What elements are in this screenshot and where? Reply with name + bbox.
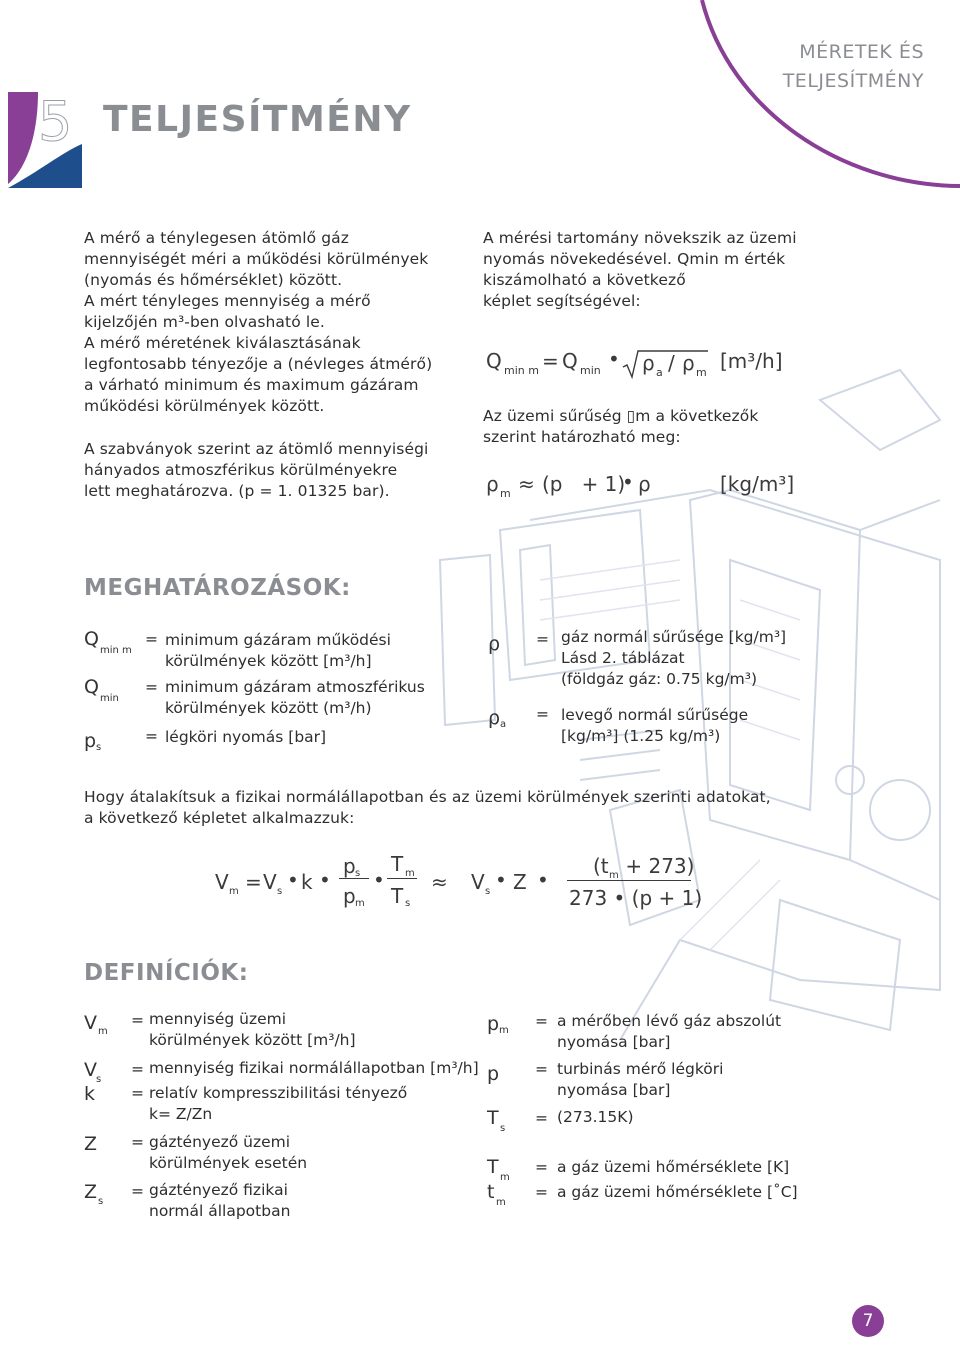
- meghat-sub-ps: s: [96, 742, 102, 753]
- def-sym-ts: T: [487, 1107, 499, 1129]
- conv-frac3-bar: [567, 880, 691, 881]
- def-eq: =: [535, 1109, 548, 1127]
- formula1-unit: [m³/h]: [720, 349, 783, 373]
- conv-eq: =: [245, 870, 262, 894]
- meghat-def-qminm: minimum gázáram működési körülmények között [m³/h]: [165, 631, 391, 670]
- conv-ts: T: [391, 884, 404, 908]
- formula1-eq: =: [542, 349, 559, 373]
- conv-vs2-sub: s: [485, 886, 491, 897]
- section-number-badge: [8, 92, 84, 188]
- def-eq: =: [535, 1183, 548, 1201]
- corner-label-line1: MÉRETEK ÉS: [799, 41, 924, 63]
- def-text-ts: (273.15K): [557, 1108, 634, 1126]
- conv-vm-sub: m: [229, 886, 239, 897]
- def-text-vm: mennyiség üzemi körülmények között [m³/h]: [149, 1010, 356, 1049]
- conv-z: Z: [513, 870, 527, 894]
- def-eq: =: [131, 1133, 144, 1151]
- conv-ps-sub: s: [355, 868, 361, 879]
- meghat-sub-qmin: min: [100, 693, 119, 704]
- intro-right-paragraph-1: A mérési tartomány növekszik az üzemi nyomás növekedésével. Qmin m érték kiszámolható a következő képlet segítségével:: [483, 229, 797, 310]
- formula-qminm: [486, 349, 786, 385]
- conv-tm-sub: m: [405, 868, 415, 879]
- meghat-eq: =: [145, 727, 158, 745]
- formula1-dot: •: [608, 347, 620, 371]
- corner-arc-decoration: [690, 0, 960, 200]
- meghat-def-ps: légköri nyomás [bar]: [165, 728, 327, 746]
- formula1-q: Q: [486, 349, 502, 373]
- formula1-rho-m: ρ: [682, 351, 695, 375]
- def-text-k: relatív kompresszibilitási tényező k= Z/Zn: [149, 1084, 408, 1123]
- conversion-paragraph: Hogy átalakítsuk a fizikai normálállapotban és az üzemi körülmények szerinti adatokat, a következő képletet alkalmazzuk:: [84, 788, 771, 827]
- def-text-zs: gáztényező fizikai normál állapotban: [149, 1181, 291, 1220]
- def-text-z: gáztényező üzemi körülmények esetén: [149, 1133, 308, 1172]
- formula2-dot: •: [622, 470, 634, 494]
- def-sub-ts: s: [500, 1123, 506, 1134]
- def-sym-p: p: [487, 1063, 500, 1085]
- conv-pm: p: [343, 884, 356, 908]
- def-sym-vs: V: [84, 1059, 97, 1081]
- conv-vs-sub: s: [277, 886, 283, 897]
- def-text-pm: a mérőben lévő gáz abszolút nyomása [bar]: [557, 1012, 782, 1051]
- conv-dot3: •: [373, 868, 385, 892]
- def-eq: =: [131, 1182, 144, 1200]
- def-eq: =: [535, 1060, 548, 1078]
- meghat-sym-rhoa: ρ: [488, 707, 501, 729]
- conv-approx: ≈: [431, 870, 448, 894]
- meghat-sym-ps: p: [84, 730, 97, 752]
- meghat-def-rho: gáz normál sűrűsége [kg/m³] Lásd 2. táblázat (földgáz gáz: 0.75 kg/m³): [561, 628, 787, 688]
- def-sym-zs: Z: [84, 1181, 98, 1203]
- intro-left-paragraph-2: A szabványok szerint az átömlő mennyiségi hányados atmoszférikus körülményekre lett meghatározva. (p = 1. 01325 bar).: [84, 440, 429, 500]
- corner-label-line2: TELJESÍTMÉNY: [782, 70, 924, 92]
- conv-dot2: •: [319, 868, 331, 892]
- conv-vs2: V: [471, 870, 485, 894]
- page-number: 7: [862, 1311, 874, 1331]
- def-sub-t: m: [496, 1197, 506, 1208]
- intro-right-paragraph-2: Az üzemi sűrűség ▯m a következők szerint határozható meg:: [483, 407, 759, 446]
- meghat-eq: =: [536, 705, 549, 723]
- def-sub-vs: s: [96, 1074, 102, 1085]
- conv-frac1-bar: [339, 878, 369, 879]
- formula-rhom: [486, 472, 806, 508]
- formula1-rho-m-sub: m: [696, 366, 707, 379]
- corner-section-label: [783, 38, 924, 96]
- def-text-t: a gáz üzemi hőmérséklete [˚C]: [557, 1183, 798, 1201]
- def-sub-pm: m: [499, 1025, 509, 1036]
- meghat-def-rhoa: levegő normál sűrűsége [kg/m³] (1.25 kg/m³): [561, 706, 749, 745]
- conv-num: (t: [593, 854, 609, 878]
- def-sub-vm: m: [98, 1026, 108, 1037]
- def-eq: =: [131, 1084, 144, 1102]
- def-eq: =: [535, 1012, 548, 1030]
- conv-frac2-bar: [387, 878, 417, 879]
- definiciok-heading: DEFINÍCIÓK:: [84, 960, 249, 986]
- page-title: TELJESÍTMÉNY: [103, 99, 412, 140]
- formula2-rho2: ρ: [638, 472, 651, 496]
- formula1-slash: /: [668, 351, 675, 375]
- formula2-rho-sub: m: [500, 487, 511, 500]
- meghat-sub-rhoa: a: [500, 719, 507, 730]
- formula1-q2-sub: min: [580, 364, 601, 377]
- def-sub-tm: m: [500, 1172, 510, 1183]
- intro-left-paragraph-1: A mérő a ténylegesen átömlő gáz mennyiségét méri a működési körülmények (nyomás és hőmérséklet) között. A mért tényleges mennyiség a mérő kijelzőjén m³-ben olvasható le. A mérő méretének kiválasztásának legfontosabb tényezője a (névleges átmérő) a várható minimum és maximum gázáram működési körülmények között.: [84, 229, 433, 415]
- meghat-sub-qminm: min m: [100, 645, 132, 656]
- def-sym-z: Z: [84, 1133, 98, 1155]
- page-number-badge: [852, 1305, 884, 1337]
- meghat-eq: =: [145, 630, 158, 648]
- def-eq: =: [131, 1060, 144, 1078]
- conv-pm-sub: m: [355, 898, 365, 909]
- meghat-sym-rho: ρ: [488, 633, 501, 655]
- conv-vm: V: [215, 870, 229, 894]
- meghat-def-qmin: minimum gázáram atmoszférikus körülmények között (m³/h): [165, 678, 425, 717]
- section-number: 5: [38, 92, 73, 153]
- formula2-unit: [kg/m³]: [720, 472, 795, 496]
- def-eq: =: [131, 1011, 144, 1029]
- formula2-paren: (p + 1): [542, 472, 626, 496]
- meghat-sym-qmin: Q: [84, 676, 99, 698]
- def-sub-zs: s: [98, 1196, 104, 1207]
- conv-dot4: •: [495, 868, 507, 892]
- conv-vs: V: [263, 870, 277, 894]
- conv-den: 273 • (p + 1): [569, 886, 703, 910]
- conv-ps: p: [343, 854, 356, 878]
- conv-dot1: •: [287, 868, 299, 892]
- formula1-q-sub: min m: [504, 364, 539, 377]
- formula1-rho-a-sub: a: [656, 366, 663, 379]
- conv-ts-sub: s: [405, 898, 411, 909]
- def-text-p: turbinás mérő légköri nyomása [bar]: [557, 1060, 724, 1099]
- formula1-rho-a: ρ: [642, 351, 655, 375]
- meghat-eq: =: [536, 630, 549, 648]
- def-sym-vm: V: [84, 1012, 97, 1034]
- formula2-rho: ρ: [486, 472, 499, 496]
- meghat-eq: =: [145, 678, 158, 696]
- def-sym-t: t: [487, 1181, 495, 1203]
- conv-dot5: •: [537, 868, 549, 892]
- conv-k: k: [301, 870, 313, 894]
- def-eq: =: [535, 1158, 548, 1176]
- def-sym-k: k: [84, 1083, 96, 1105]
- formula2-approx: ≈: [518, 472, 535, 496]
- formula1-q2: Q: [562, 349, 578, 373]
- conv-num-sub: m: [609, 870, 619, 881]
- meghat-sym-qminm: Q: [84, 628, 99, 650]
- meghatarozasok-heading: MEGHATÁROZÁSOK:: [84, 575, 351, 601]
- def-text-vs: mennyiség fizikai normálállapotban [m³/h]: [149, 1059, 479, 1077]
- conv-num-rest: + 273): [619, 854, 695, 878]
- def-sym-tm: T: [487, 1156, 499, 1178]
- conversion-formula: [215, 850, 715, 920]
- def-text-tm: a gáz üzemi hőmérséklete [K]: [557, 1158, 790, 1176]
- conv-tm: T: [391, 852, 404, 876]
- def-sym-pm: p: [487, 1013, 500, 1035]
